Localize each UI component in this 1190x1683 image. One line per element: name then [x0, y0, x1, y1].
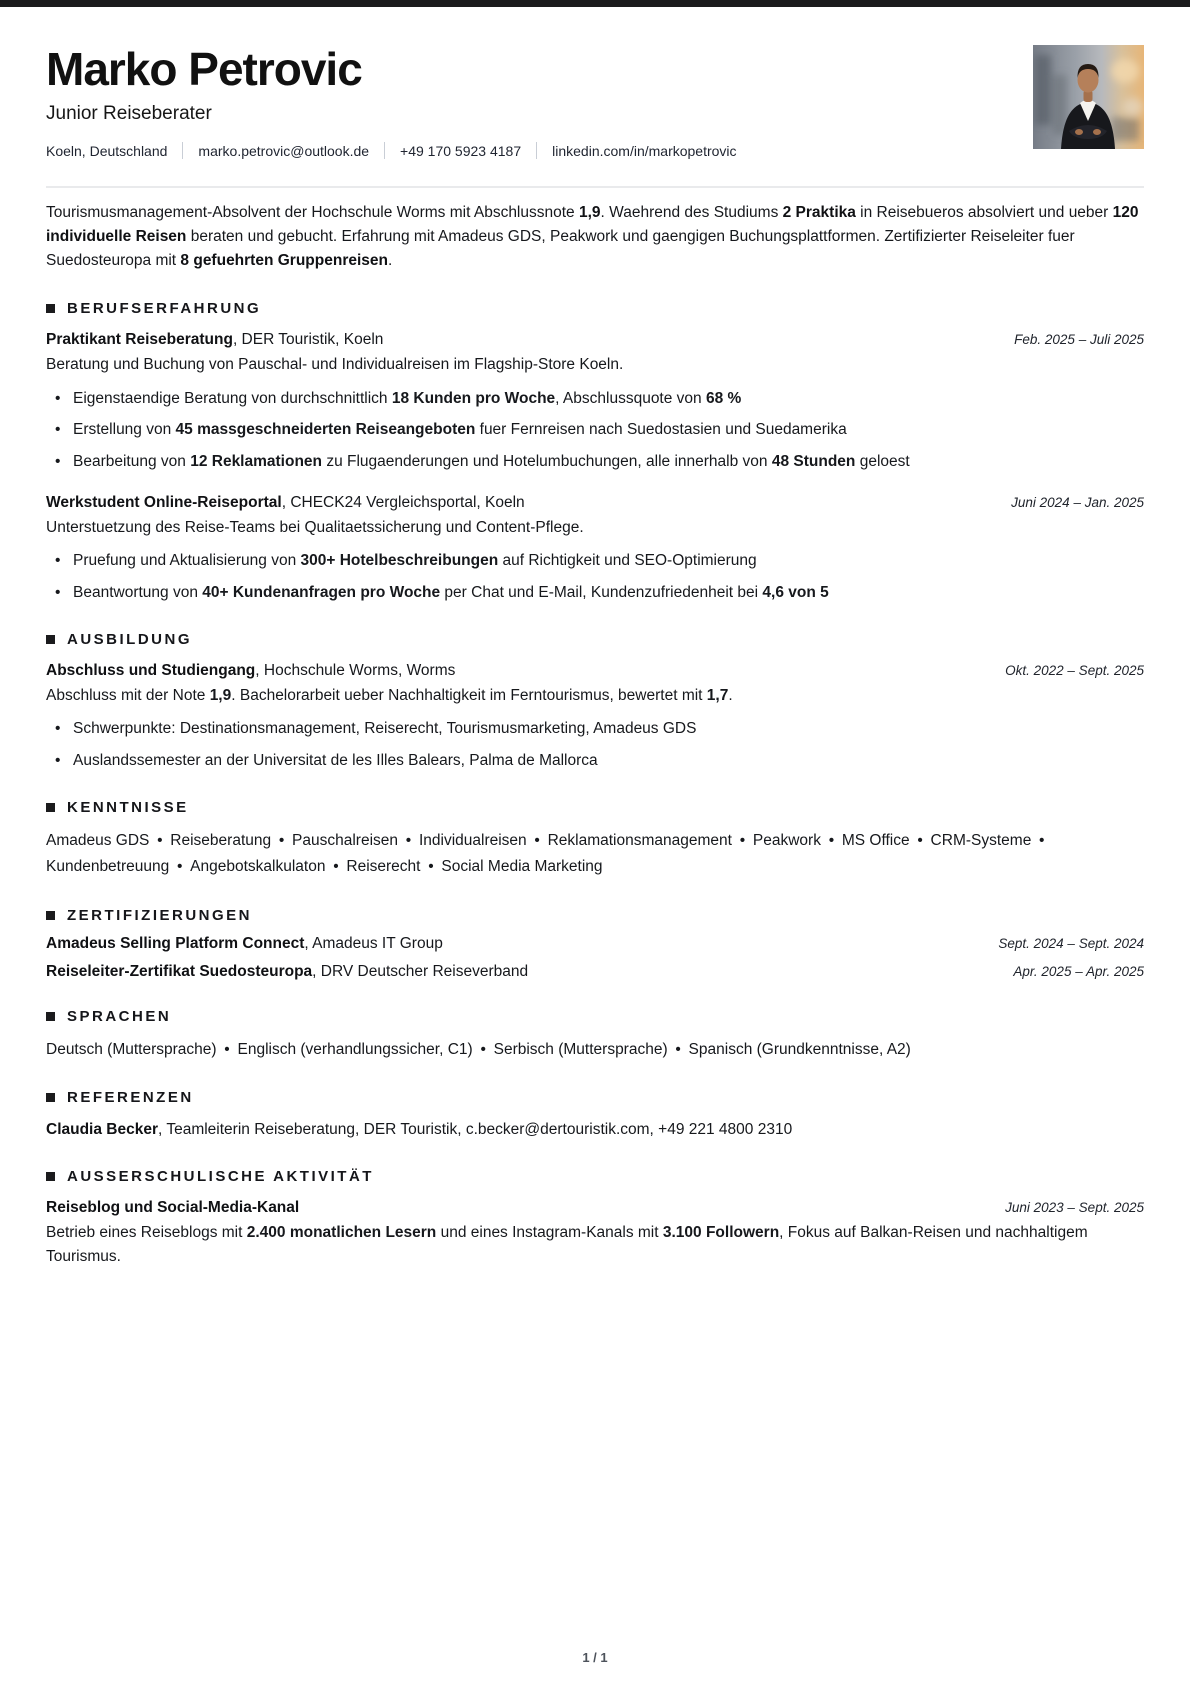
- section-title-certifications: [46, 907, 1144, 924]
- job-title-line: [46, 494, 525, 512]
- job-date: Juni 2024 – Jan. 2025: [1011, 495, 1144, 510]
- bullet-item: • Pruefung und Aktualisierung von 300+ Hotelbeschreibungen auf Richtigkeit und SEO-Optimierung: [46, 550, 1144, 572]
- entry-header-row: [46, 494, 1144, 512]
- job-bullet-list: [46, 388, 1144, 473]
- section-title-text: SPRACHEN: [67, 1007, 172, 1025]
- degree-org: , Hochschule Worms, Worms: [255, 662, 456, 680]
- certification-title-line: [46, 935, 443, 953]
- section-title-languages: [46, 1008, 1144, 1025]
- section-marker-icon: [46, 1093, 55, 1102]
- job-role: Praktikant Reiseberatung: [46, 331, 233, 349]
- contact-divider: [536, 142, 537, 159]
- bullet-item: • Eigenstaendige Beratung von durchschnittlich 18 Kunden pro Woche, Abschlussquote von 68 %: [46, 388, 1144, 410]
- section-references: [46, 1089, 1144, 1141]
- degree-name: Abschluss und Studiengang: [46, 662, 256, 680]
- section-marker-icon: [46, 803, 55, 812]
- activity-entry: [46, 1199, 1144, 1268]
- section-marker-icon: [46, 911, 55, 920]
- summary-paragraph: Tourismusmanagement-Absolvent der Hochschule Worms mit Abschlussnote 1,9. Waehrend des Studiums 2 Praktika in Reisebueros absolviert und ueber 120 individuelle Reisen beraten und gebucht. Erfahrung mit Amadeus GDS, Peakwork und gaengigen Buchungsplattformen. Zertifizierter Reiseleiter fuer Suedosteuropa mit 8 gefuehrten Gruppenreisen.: [46, 204, 1139, 270]
- section-title-text: KENNTNISSE: [67, 799, 189, 817]
- job-role: Werkstudent Online-Reiseportal: [46, 494, 282, 511]
- certification-date: Apr. 2025 – Apr. 2025: [1013, 963, 1144, 979]
- languages-list: Deutsch (Muttersprache) • Englisch (verhandlungssicher, C1) • Serbisch (Muttersprache) • Spanisch (Grundkenntnisse, A2): [46, 1040, 911, 1058]
- candidate-name: Marko Petrovic: [46, 43, 362, 95]
- contact-email: marko.petrovic@outlook.de: [198, 142, 370, 159]
- entry-header-row: [46, 1199, 1144, 1217]
- section-title-text: REFERENZEN: [67, 1089, 194, 1107]
- certification-date: Sept. 2024 – Sept. 2024: [998, 935, 1144, 951]
- education-bullet-list: [46, 718, 1144, 772]
- job-subtitle: Unterstuetzung des Reise-Teams bei Qualitaetssicherung und Content-Pflege.: [46, 519, 584, 536]
- section-languages: [46, 1008, 1144, 1063]
- section-marker-icon: [46, 1172, 55, 1181]
- bullet-item: • Auslandssemester an der Universitat de les Illes Balears, Palma de Mallorca: [46, 750, 1144, 772]
- bullet-item: • Schwerpunkte: Destinationsmanagement, Reiserecht, Tourismusmarketing, Amadeus GDS: [46, 718, 1144, 740]
- experience-entry: [46, 494, 1144, 604]
- bullet-item: • Erstellung von 45 massgeschneiderten Reiseangeboten fuer Fernreisen nach Suedostasien und Suedamerika: [46, 419, 1144, 441]
- job-subtitle: Beratung und Buchung von Pauschal- und Individualreisen im Flagship-Store Koeln.: [46, 356, 624, 374]
- section-marker-icon: [46, 635, 55, 644]
- skills-list: Amadeus GDS • Reiseberatung • Pauschalreisen • Individualreisen • Reklamationsmanagement • Peakwork • MS Office • CRM-Systeme • Kundenbetreuung • Angebotskalkulaton • Reiserecht • Social Media Marketing: [46, 832, 1053, 875]
- resume-page: [0, 7, 1190, 1268]
- section-marker-icon: [46, 1012, 55, 1021]
- section-certifications: [46, 907, 1144, 981]
- contact-divider: [182, 142, 183, 159]
- header-divider: [46, 186, 1144, 188]
- degree-title-line: [46, 662, 455, 680]
- certification-entry: [46, 935, 1144, 953]
- certification-org: , Amadeus IT Group: [304, 934, 443, 952]
- section-marker-icon: [46, 304, 55, 313]
- certification-title-line: [46, 963, 528, 981]
- education-entry: [46, 662, 1144, 772]
- job-title-line: [46, 331, 383, 349]
- contact-phone: +49 170 5923 4187: [400, 142, 522, 159]
- contact-line: [46, 142, 1144, 159]
- section-skills: [46, 799, 1144, 879]
- job-org: , CHECK24 Vergleichsportal, Koeln: [281, 494, 525, 511]
- job-org: , DER Touristik, Koeln: [232, 331, 384, 349]
- bullet-item: • Bearbeitung von 12 Reklamationen zu Flugaenderungen und Hotelumbuchungen, alle innerhalb von 48 Stunden geloest: [46, 451, 1144, 473]
- activity-title-line: [46, 1199, 299, 1217]
- section-title-activities: [46, 1168, 1144, 1185]
- activity-date: Juni 2023 – Sept. 2025: [1005, 1200, 1144, 1216]
- certification-org: , DRV Deutscher Reiseverband: [312, 962, 529, 980]
- bullet-item: • Beantwortung von 40+ Kundenanfragen pro Woche per Chat und E-Mail, Kundenzufriedenheit bei 4,6 von 5: [46, 582, 1144, 604]
- candidate-title: Junior Reiseberater: [46, 103, 212, 125]
- entry-header-row: [46, 662, 1144, 680]
- section-activities: [46, 1168, 1144, 1268]
- section-education: [46, 631, 1144, 772]
- experience-entry: [46, 331, 1144, 473]
- section-title-text: ZERTIFIZIERUNGEN: [67, 906, 252, 924]
- reference-line: Claudia Becker, Teamleiterin Reiseberatung, DER Touristik, c.becker@dertouristik.com, +49 221 4800 2310: [46, 1121, 793, 1139]
- certification-name: Amadeus Selling Platform Connect: [46, 934, 305, 952]
- degree-date: Okt. 2022 – Sept. 2025: [1005, 663, 1144, 679]
- page-number: 1 / 1: [582, 1650, 608, 1665]
- activity-name: Reiseblog und Social-Media-Kanal: [46, 1199, 300, 1217]
- section-title-text: AUSSERSCHULISCHE AKTIVITÄT: [67, 1168, 374, 1186]
- contact-linkedin: linkedin.com/in/markopetrovic: [552, 142, 737, 159]
- entry-header-row: [46, 963, 1144, 981]
- job-date: Feb. 2025 – Juli 2025: [1014, 332, 1144, 348]
- job-bullet-list: [46, 550, 1144, 604]
- section-title-skills: [46, 799, 1144, 816]
- entry-header-row: [46, 935, 1144, 953]
- section-experience: [46, 300, 1144, 604]
- entry-header-row: [46, 331, 1144, 349]
- section-title-education: [46, 631, 1144, 648]
- top-bar: [0, 0, 1190, 7]
- resume-header: [46, 45, 1144, 159]
- section-title-experience: [46, 300, 1144, 317]
- activity-description: Betrieb eines Reiseblogs mit 2.400 monatlichen Lesern und eines Instagram-Kanals mit 3.100 Followern, Fokus auf Balkan-Reisen und nachhaltigem Tourismus.: [46, 1224, 1088, 1265]
- contact-divider: [384, 142, 385, 159]
- degree-subtitle: Abschluss mit der Note 1,9. Bachelorarbeit ueber Nachhaltigkeit im Ferntourismus, bewertet mit 1,7.: [46, 687, 733, 705]
- certification-name: Reiseleiter-Zertifikat Suedosteuropa: [46, 962, 313, 980]
- certification-entry: [46, 963, 1144, 981]
- section-title-references: [46, 1089, 1144, 1106]
- section-title-text: AUSBILDUNG: [67, 631, 192, 649]
- profile-photo: [1033, 45, 1144, 149]
- profile-photo-illustration: [1033, 45, 1144, 149]
- section-title-text: BERUFSERFAHRUNG: [67, 300, 262, 318]
- contact-location: Koeln, Deutschland: [46, 142, 168, 159]
